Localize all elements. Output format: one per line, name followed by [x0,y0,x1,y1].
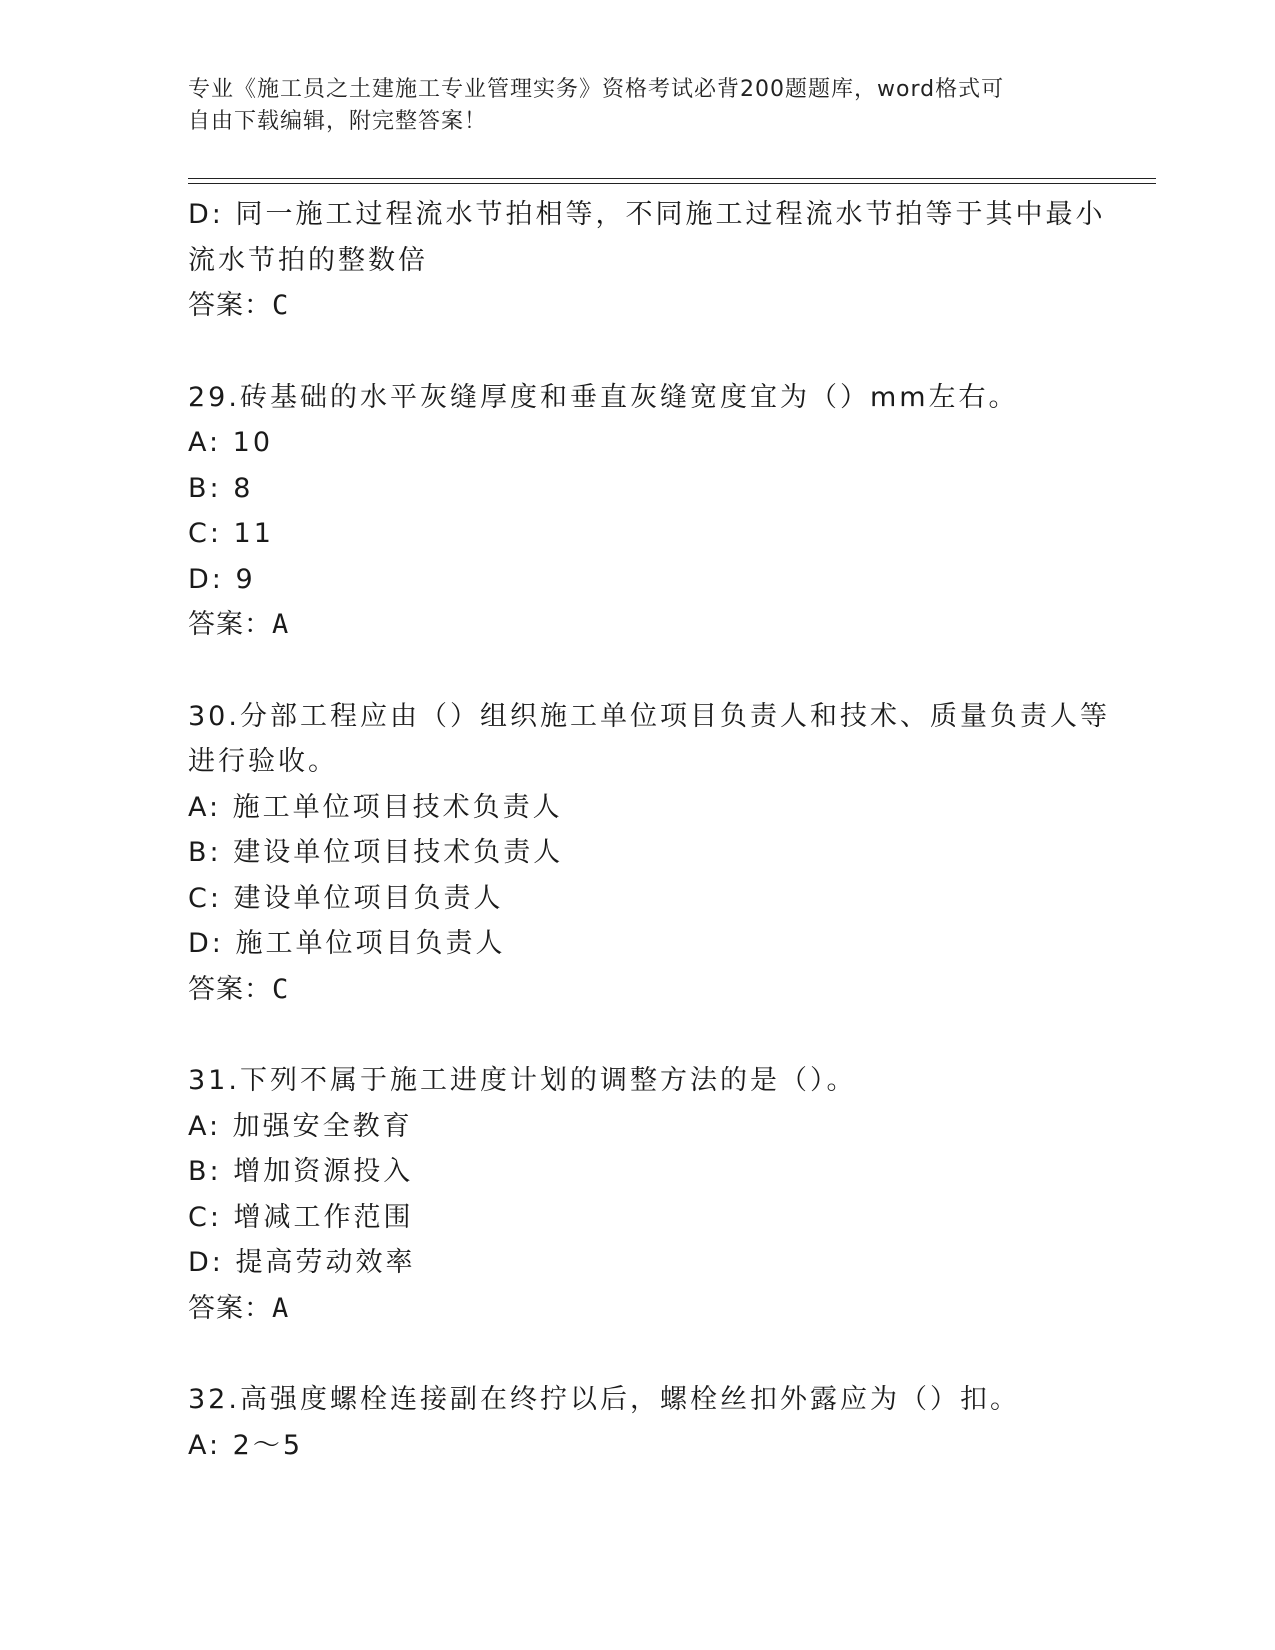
question-text: 29.砖基础的水平灰缝厚度和垂直灰缝宽度宜为（）mm左右。 [188,381,1019,413]
option-line: A: 施工单位项目技术负责人 [188,791,563,823]
option-line: 流水节拍的整数倍 [188,244,428,276]
question-block [188,1058,1088,1331]
option-line: C: 建设单位项目负责人 [188,882,504,914]
option-line: D: 9 [188,563,256,595]
question-text: 30.分部工程应由（）组织施工单位项目负责人和技术、质量负责人等 [188,700,1110,732]
option-line: B: 8 [188,472,254,504]
option-line: D: 提高劳动效率 [188,1247,416,1278]
option-line: A: 10 [188,427,274,458]
block-gap [188,1331,1088,1377]
header-line-2: 自由下载编辑，附完整答案！ [188,109,488,134]
option-line: B: 增加资源投入 [188,1156,414,1187]
question-text: 32.高强度螺栓连接副在终拧以后，螺栓丝扣外露应为（）扣。 [188,1384,1020,1415]
page-header [188,74,1088,138]
question-text: D: 同一施工过程流水节拍相等，不同施工过程流水节拍等于其中最小 [188,199,1106,230]
option-line: 进行验收。 [188,746,338,777]
answer-line: 答案：A [188,1292,290,1324]
question-block [188,694,1110,1013]
header-line-1: 专业《施工员之土建施工专业管理实务》资格考试必背200题题库，word格式可 [188,77,1005,102]
option-line: A: 加强安全教育 [188,1110,413,1142]
question-block [188,1377,1088,1468]
answer-line: 答案：A [188,609,290,640]
option-line: D: 施工单位项目负责人 [188,928,506,959]
block-gap [188,648,1088,694]
question-block [188,375,1088,648]
option-line: C: 增减工作范围 [188,1201,414,1233]
header-rule-secondary [188,183,1156,184]
block-gap [188,329,1088,375]
answer-line: 答案：C [188,290,290,321]
question-text: 31.下列不属于施工进度计划的调整方法的是（）。 [188,1065,857,1096]
option-line: A: 2～5 [188,1429,304,1461]
question-block [188,192,1106,329]
header-rule [188,178,1156,179]
option-line: C: 11 [188,518,274,549]
block-gap [188,1012,1088,1058]
option-line: B: 建设单位项目技术负责人 [188,837,564,868]
question-content [188,192,1110,1468]
answer-line: 答案：C [188,973,290,1005]
